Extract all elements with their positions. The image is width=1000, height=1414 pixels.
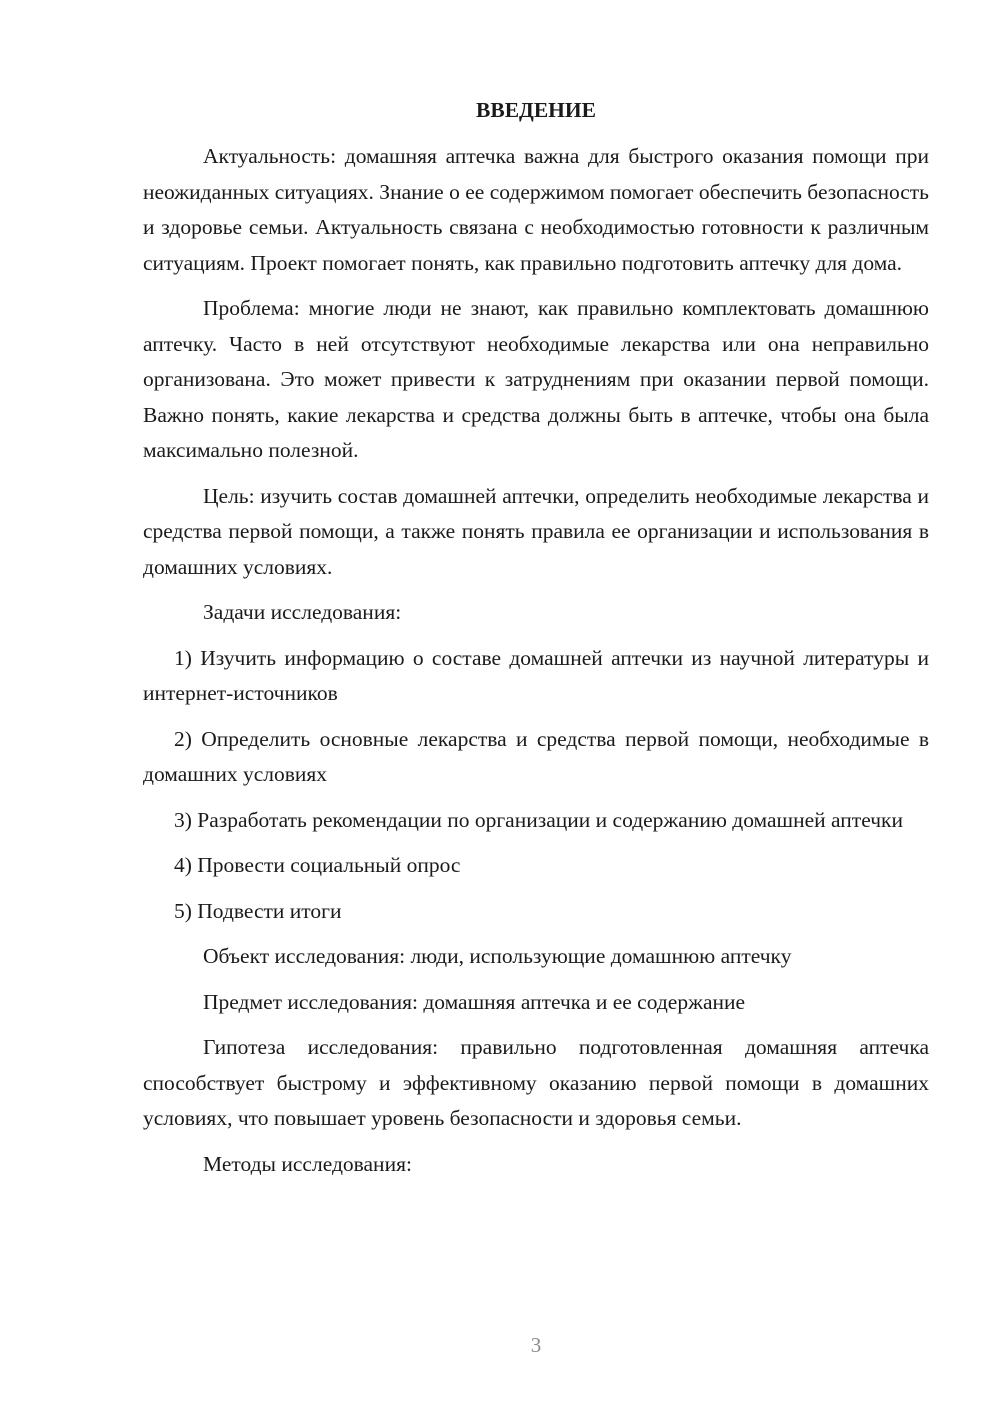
task-item-4: 4) Провести социальный опрос	[174, 853, 461, 877]
problem-paragraph: Проблема: многие люди не знают, как правильно комплектовать домашнюю аптечку. Часто в ней отсутствуют необходимые лекарства или она неправильно организована. Это может привести к затруднениям при оказании первой помощи. Важно понять, какие лекарства и средства должны быть в аптечке, чтобы она была максимально полезной.	[143, 296, 929, 462]
section-title: ВВЕДЕНИЕ	[476, 98, 596, 122]
goal-paragraph: Цель: изучить состав домашней аптечки, определить необходимые лекарства и средства первой помощи, а также понять правила ее организации и использования в домашних условиях.	[143, 483, 929, 579]
research-object: Объект исследования: люди, использующие домашнюю аптечку	[203, 944, 792, 968]
hypothesis-paragraph: Гипотеза исследования: правильно подготовленная домашняя аптечка способствует быстрому и эффективному оказанию первой помощи в домашних условиях, что повышает уровень безопасности и здоровья семьи.	[143, 1035, 929, 1130]
tasks-heading: Задачи исследования:	[203, 600, 402, 624]
task-item-1: 1) Изучить информацию о составе домашней аптечки из научной литературы и интернет-источников	[143, 645, 929, 705]
relevance-paragraph: Актуальность: домашняя аптечка важна для быстрого оказания помощи при неожиданных ситуациях. Знание о ее содержимом помогает обеспечить безопасность и здоровье семьи. Актуальность связана с необходимостью готовности к различным ситуациям. Проект помогает понять, как правильно подготовить аптечку для дома.	[143, 144, 929, 275]
task-item-3: 3) Разработать рекомендации по организации и содержанию домашней аптечки	[174, 807, 903, 832]
task-item-2: 2) Определить основные лекарства и средства первой помощи, необходимые в домашних условиях	[143, 726, 929, 786]
page-content	[143, 95, 929, 1192]
task-item-5: 5) Подвести итоги	[174, 898, 342, 923]
methods-heading: Методы исследования:	[203, 1151, 412, 1176]
research-subject: Предмет исследования: домашняя аптечка и ее содержание	[203, 989, 746, 1014]
page-number: 3	[530, 1333, 542, 1357]
